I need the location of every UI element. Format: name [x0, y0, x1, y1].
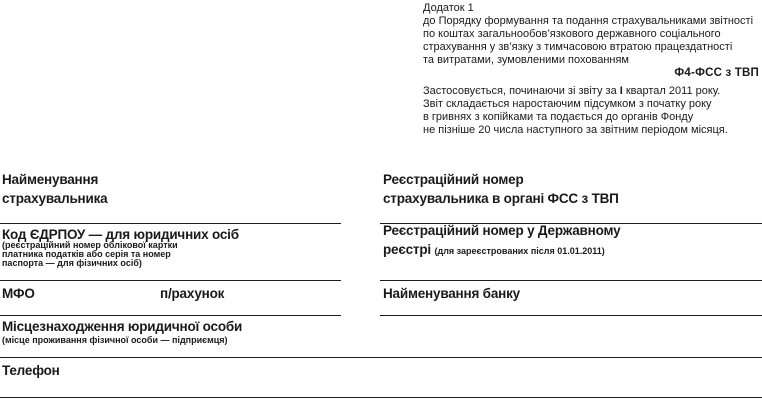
bank-name-label: Найменування банку	[383, 286, 520, 301]
usage-note-quarter: I	[619, 85, 623, 97]
reg-number-fss-label	[383, 171, 619, 208]
insurer-name-fill-line	[0, 223, 341, 224]
edrpou-fill-line	[0, 280, 341, 281]
mfo-label: МФО	[2, 286, 35, 301]
edrpou-note	[2, 241, 178, 268]
reg-number-state-label-note: (для зареєстрованих після 01.01.2011)	[434, 245, 605, 256]
phone-fill-line	[0, 397, 762, 398]
appendix-note	[423, 2, 759, 80]
appendix-note-line: до Порядку формування та подання страхувальниками звітності	[423, 15, 754, 27]
insurer-name-label	[2, 171, 107, 208]
location-note: (місце проживання фізичної особи — підприємця)	[2, 335, 228, 345]
edrpou-note-line: паспорта — для фізичних осіб)	[2, 258, 142, 268]
usage-note-line: Звіт складається наростаючим підсумком з початку року	[423, 98, 712, 110]
reg-number-fss-label-line2: страхувальника в органі ФСС з ТВП	[383, 190, 619, 206]
usage-note-text: квартал 2011 року.	[622, 85, 721, 97]
phone-label: Телефон	[2, 363, 60, 378]
usage-note	[423, 85, 759, 137]
insurer-name-label-line2: страхувальника	[2, 190, 108, 206]
form-code-label: Ф4-ФСС з ТВП	[674, 67, 759, 79]
location-fill-line	[0, 357, 762, 358]
usage-note-line	[423, 85, 759, 98]
edrpou-note-line: платника податків або серія та номер	[2, 249, 171, 259]
reg-number-state-label-line2	[383, 241, 620, 261]
usage-note-line: не пізніше 20 числа наступного за звітним періодом місяця.	[423, 124, 728, 136]
appendix-note-line: по коштах загальнообов’язкового державного соціального	[423, 28, 721, 40]
reg-number-state-label-bold: реєстрі	[383, 241, 431, 257]
edrpou-note-line: (реєстраційний номер облікової картки	[2, 240, 178, 250]
reg-number-fss-label-line1: Реєстраційний номер	[383, 172, 524, 187]
appendix-note-line: страхування у зв’язку з тимчасовою втратою працездатності	[423, 41, 733, 53]
reg-number-state-fill-line	[380, 280, 762, 281]
mfo-account-fill-line	[0, 315, 341, 316]
account-label: п/рахунок	[160, 286, 225, 301]
usage-note-text: Застосовується, починаючи зі звіту за	[423, 85, 620, 97]
usage-note-line: в гривнях з копійками та подається до органів Фонду	[423, 111, 694, 123]
edrpou-label: Код ЄДРПОУ — для юридичних осіб	[2, 227, 239, 242]
appendix-note-line: та витратами, зумовленими похованням	[423, 54, 629, 66]
bank-name-fill-line	[380, 315, 762, 316]
insurer-name-label-line1: Найменування	[2, 172, 99, 187]
reg-number-state-label-line1: Реєстраційний номер у Державному	[383, 223, 621, 238]
appendix-note-line: Додаток 1	[423, 2, 474, 14]
location-label: Місцезнаходження юридичної особи	[2, 319, 243, 334]
reg-number-state-label	[383, 222, 620, 260]
